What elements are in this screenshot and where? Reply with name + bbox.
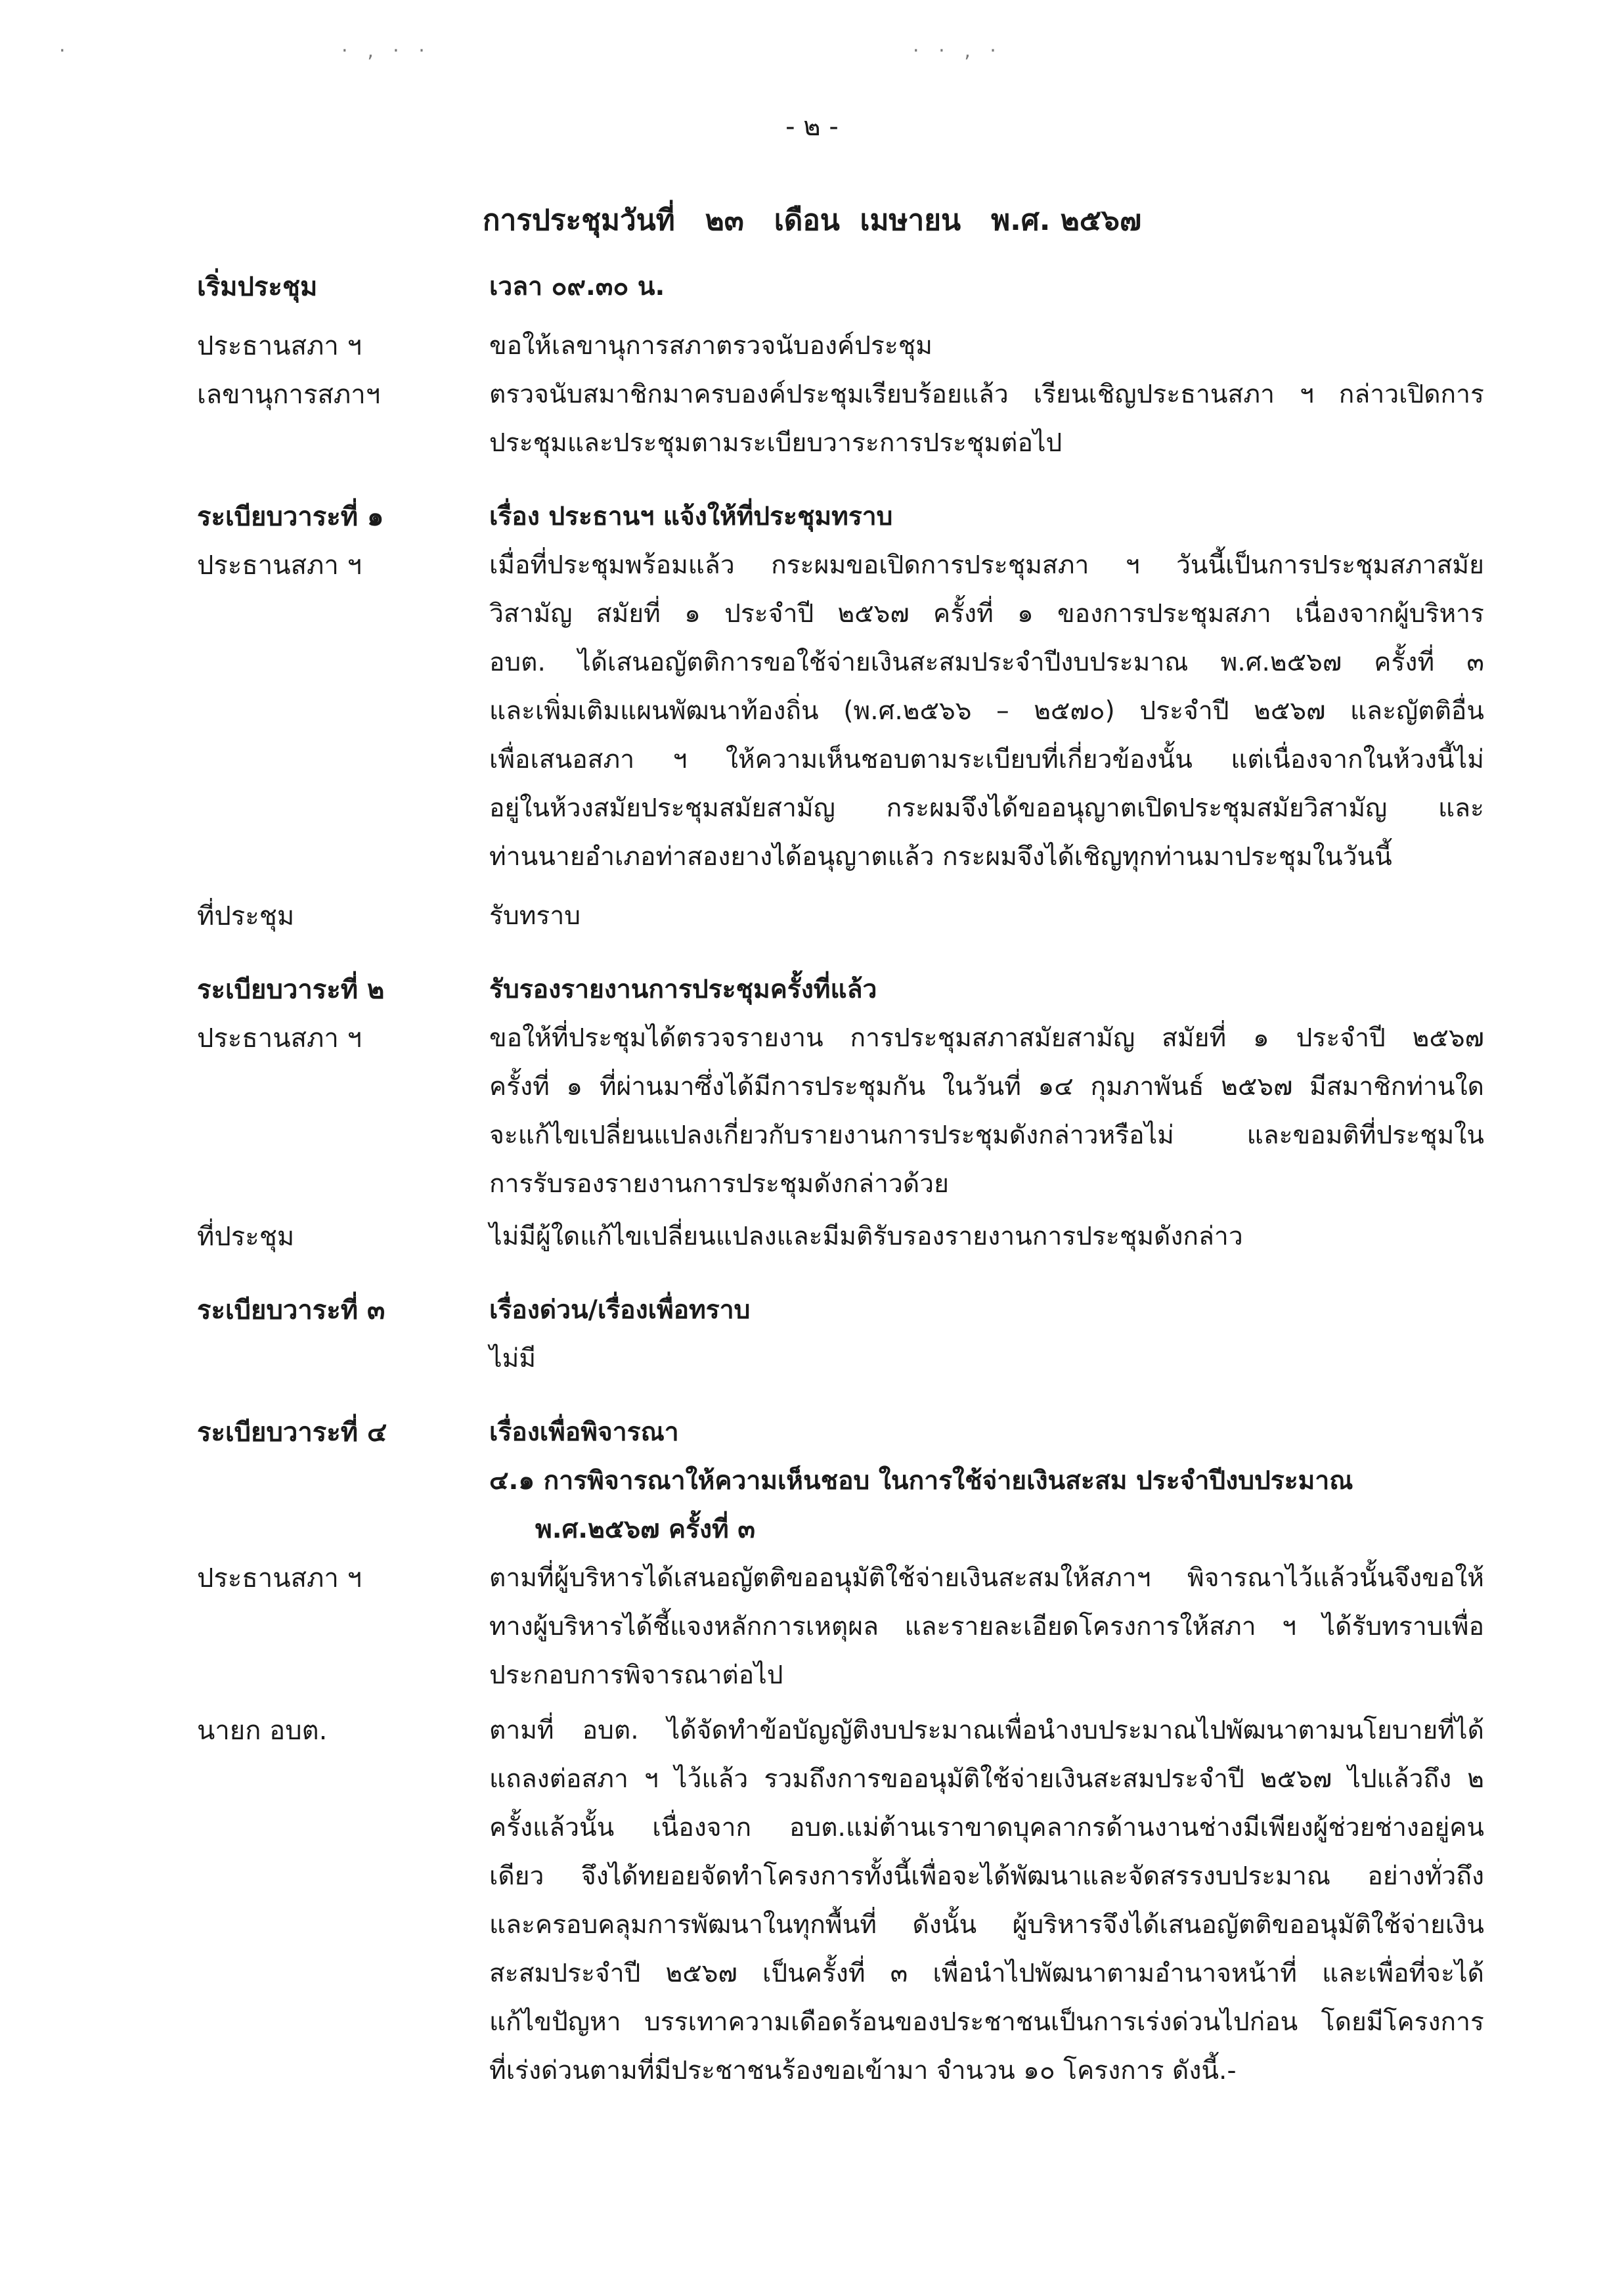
statement-line: แก้ไขปัญหา บรรเทาความเดือดร้อนของประชาชนเป็นการเร่งด่วนไปก่อน โดยมีโครงการ [489,2007,1484,2037]
agenda-title: เรื่องด่วน/เรื่องเพื่อทราบ [489,1295,751,1325]
agenda-title: เรื่อง ประธานฯ แจ้งให้ที่ประชุมทราบ [489,502,893,531]
statement-line: แถลงต่อสภา ฯ ไว้แล้ว รวมถึงการขออนุมัติใช้จ่ายเงินสะสมประจำปี ๒๕๖๗ ไปแล้วถึง ๒ [489,1764,1484,1794]
statement-line: ขอให้ที่ประชุมได้ตรวจรายงาน การประชุมสภาสมัยสามัญ สมัยที่ ๑ ประจำปี ๒๕๖๗ [489,1023,1484,1053]
statement-line: อยู่ในห้วงสมัยประชุมสมัยสามัญ กระผมจึงได้ขออนุญาตเปิดประชุมสมัยวิสามัญ และ [489,793,1484,823]
statement-line: ตรวจนับสมาชิกมาครบองค์ประชุมเรียบร้อยแล้ว เรียนเชิญประธานสภา ฯ กล่าวเปิดการ [489,380,1484,409]
statement [489,541,1484,881]
speaker-label: ประธานสภา ฯ [197,550,362,581]
statement-line: สะสมประจำปี ๒๕๖๗ เป็นครั้งที่ ๓ เพื่อนำไปพัฒนาตามอำนาจหน้าที่ และเพื่อที่จะได้ [489,1959,1484,1988]
subitem-line: พ.ศ.๒๕๖๗ ครั้งที่ ๓ [535,1515,756,1544]
statement-line: ประกอบการพิจารณาต่อไป [489,1660,783,1690]
agenda-label: ระเบียบวาระที่ ๓ [197,1295,385,1326]
statement-line: อบต. ได้เสนอญัตติการขอใช้จ่ายเงินสะสมประจำปีงบประมาณ พ.ศ.๒๕๖๗ ครั้งที่ ๓ [489,648,1484,677]
statement-line: ที่เร่งด่วนตามที่มีประชาชนร้องขอเข้ามา จำนวน ๑๐ โครงการ ดังนี้.- [489,2056,1237,2085]
speaker-label: ประธานสภา ฯ [197,331,362,361]
scan-speckle: · · ‚ · [913,39,1003,62]
scan-speckle: · [59,39,72,62]
statement-line: ครั้งแล้วนั้น เนื่องจาก อบต.แม่ต้านเราขาดบุคลากรด้านงานช่างมีเพียงผู้ช่วยช่างอยู่คน [489,1813,1484,1842]
resolution: รับทราบ [489,901,581,931]
speaker-label: เลขานุการสภาฯ [197,380,381,410]
agenda-label: ระเบียบวาระที่ ๒ [197,975,385,1005]
page-number: - ๒ - [785,112,839,142]
statement-line: ตามที่ผู้บริหารได้เสนอญัตติขออนุมัติใช้จ่ายเงินสะสมให้สภาฯ พิจารณาไว้แล้วนั้นจึงขอให้ [489,1563,1484,1593]
statement-line: ประชุมและประชุมตามระเบียบวาระการประชุมต่อไป [489,428,1063,458]
speaker-label: นายก อบต. [197,1716,328,1746]
open-time: เวลา ๐๙.๓๐ น. [489,272,665,301]
statement [489,370,1484,468]
statement-line: และครอบคลุมการพัฒนาในทุกพื้นที่ ดังนั้น ผู้บริหารจึงได้เสนอญัตติขออนุมัติใช้จ่ายเงิน [489,1910,1484,1940]
statement [489,1706,1484,2095]
agenda-label: ระเบียบวาระที่ ๔ [197,1417,387,1448]
speaker-label: ประธานสภา ฯ [197,1023,362,1054]
statement-line: ทางผู้บริหารได้ชี้แจงหลักการเหตุผล และรายละเอียดโครงการให้สภา ฯ ได้รับทราบเพื่อ [489,1612,1484,1641]
meeting-title: การประชุมวันที่ ๒๓ เดือน เมษายน พ.ศ. ๒๕๖๗ [482,204,1142,237]
statement: ขอให้เลขานุการสภาตรวจนับองค์ประชุม [489,331,933,361]
statement-line: และเพิ่มเติมแผนพัฒนาท้องถิ่น (พ.ศ.๒๕๖๖ – ๒๕๗๐) ประจำปี ๒๕๖๗ และญัตติอื่น [489,696,1484,726]
agenda-4-subitem [489,1457,1448,1554]
statement-line: เดียว จึงได้ทยอยจัดทำโครงการทั้งนี้เพื่อจะได้พัฒนาและจัดสรรงบประมาณ อย่างทั่วถึง [489,1861,1484,1891]
statement-line: ตามที่ อบต. ได้จัดทำข้อบัญญัติงบประมาณเพื่อนำงบประมาณไปพัฒนาตามนโยบายที่ได้ [489,1716,1484,1745]
statement [489,1014,1484,1209]
speaker-label: ที่ประชุม [197,901,295,931]
agenda-title: รับรองรายงานการประชุมครั้งที่แล้ว [489,975,877,1004]
scan-speckle: · ‚ · · [341,39,431,62]
statement-line: เมื่อที่ประชุมพร้อมแล้ว กระผมขอเปิดการประชุมสภา ฯ วันนี้เป็นการประชุมสภาสมัย [489,550,1484,580]
speaker-label: ที่ประชุม [197,1222,295,1252]
resolution: ไม่มีผู้ใดแก้ไขเปลี่ยนแปลงและมีมติรับรองรายงานการประชุมดังกล่าว [489,1222,1243,1251]
statement-line: การรับรองรายงานการประชุมดังกล่าวด้วย [489,1169,949,1199]
speaker-label: เริ่มประชุม [197,272,318,302]
statement-line: วิสามัญ สมัยที่ ๑ ประจำปี ๒๕๖๗ ครั้งที่ ๑ ของการประชุมสภา เนื่องจากผู้บริหาร [489,599,1484,629]
speaker-label: ประธานสภา ฯ [197,1563,362,1593]
agenda-title: เรื่องเพื่อพิจารณา [489,1417,679,1447]
statement-line: ครั้งที่ ๑ ที่ผ่านมาซึ่งได้มีการประชุมกัน ในวันที่ ๑๔ กุมภาพันธ์ ๒๕๖๗ มีสมาชิกท่านใด [489,1072,1484,1102]
statement [489,1554,1484,1700]
statement-line: เพื่อเสนอสภา ฯ ให้ความเห็นชอบตามระเบียบที่เกี่ยวข้องนั้น แต่เนื่องจากในห้วงนี้ไม่ [489,745,1484,774]
statement-line: จะแก้ไขเปลี่ยนแปลงเกี่ยวกับรายงานการประชุมดังกล่าวหรือไม่ และขอมติที่ประชุมใน [489,1121,1484,1150]
subitem-line: ๔.๑ การพิจารณาให้ความเห็นชอบ ในการใช้จ่ายเงินสะสม ประจำปีงบประมาณ [489,1466,1353,1496]
agenda-label: ระเบียบวาระที่ ๑ [197,502,384,532]
agenda-note: ไม่มี [489,1344,537,1373]
statement-line: ท่านนายอำเภอท่าสองยางได้อนุญาตแล้ว กระผมจึงได้เชิญทุกท่านมาประชุมในวันนี้ [489,842,1392,872]
